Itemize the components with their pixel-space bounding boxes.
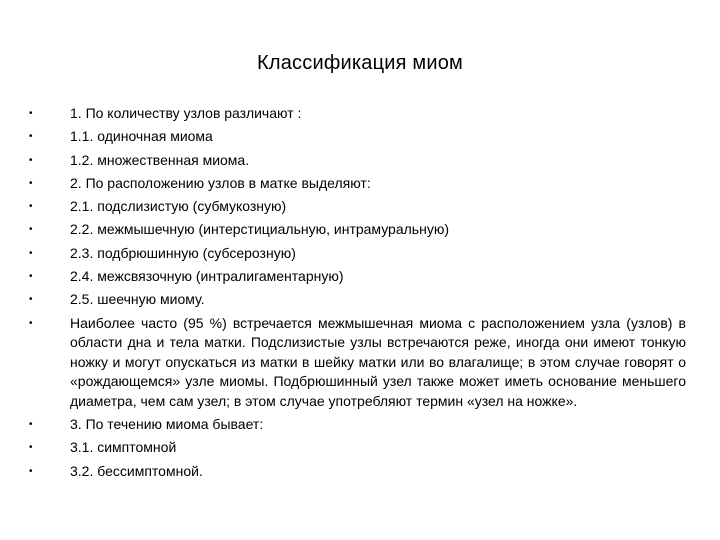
bullet-icon: • xyxy=(29,131,33,143)
bullet-list xyxy=(26,104,686,485)
list-item-text: 3.1. симптомной xyxy=(70,439,177,456)
list-item xyxy=(26,220,686,240)
bullet-icon: • xyxy=(29,247,33,259)
list-item xyxy=(26,314,686,412)
list-item xyxy=(26,462,686,482)
list-item-text: 1. По количеству узлов различают : xyxy=(70,105,302,121)
list-item xyxy=(26,197,686,217)
bullet-icon: • xyxy=(29,201,33,213)
list-item xyxy=(26,290,686,310)
bullet-icon: • xyxy=(29,177,33,189)
list-item xyxy=(26,244,686,264)
list-item xyxy=(26,415,686,435)
bullet-icon: • xyxy=(29,442,33,454)
list-item xyxy=(26,438,686,458)
bullet-icon: • xyxy=(29,317,33,329)
list-item-text: Наиболее часто (95 %) встречается межмышечная миома с расположением узла (узлов) в области дна и тела матки. Подслизистые узлы встречаются реже, иногда они имеют тонкую ножку и могут опускаться из матки в шейку матки или во влагалище; в этом случае говорят о «рождающемся» узле миомы. Подбрюшинный узел также может иметь основание меньшего диаметра, чем сам узел; в этом случае употребляют термин «узел на ножке». xyxy=(70,314,686,409)
list-item-text: 2.1. подслизистую (субмукозную) xyxy=(70,198,287,215)
list-item-text: 2.5. шеечную миому. xyxy=(70,291,205,308)
list-item-text: 2.3. подбрюшинную (субсерозную) xyxy=(70,244,296,261)
list-item xyxy=(26,127,686,147)
bullet-icon: • xyxy=(29,108,33,119)
bullet-icon: • xyxy=(29,418,33,430)
list-item xyxy=(26,174,686,194)
bullet-icon: • xyxy=(29,465,33,477)
list-item-text: 3. По течению миома бывает: xyxy=(70,415,264,432)
list-item-text: 2.4. межсвязочную (интралигаментарную) xyxy=(70,268,344,285)
slide-title: Классификация миом xyxy=(257,52,463,74)
bullet-icon: • xyxy=(29,224,33,236)
list-item-text: 2. По расположению узлов в матке выделяют: xyxy=(70,174,371,191)
list-item xyxy=(26,151,686,171)
list-item-text: 3.2. бессимптомной. xyxy=(70,462,203,479)
list-item xyxy=(26,104,686,124)
bullet-icon: • xyxy=(29,294,33,306)
list-item xyxy=(26,267,686,287)
list-item-text: 1.2. множественная миома. xyxy=(70,151,250,168)
bullet-icon: • xyxy=(29,154,33,166)
list-item-text: 2.2. межмышечную (интерстициальную, интрамуральную) xyxy=(70,221,449,238)
list-item-text: 1.1. одиночная миома xyxy=(70,128,213,145)
bullet-icon: • xyxy=(29,271,33,283)
